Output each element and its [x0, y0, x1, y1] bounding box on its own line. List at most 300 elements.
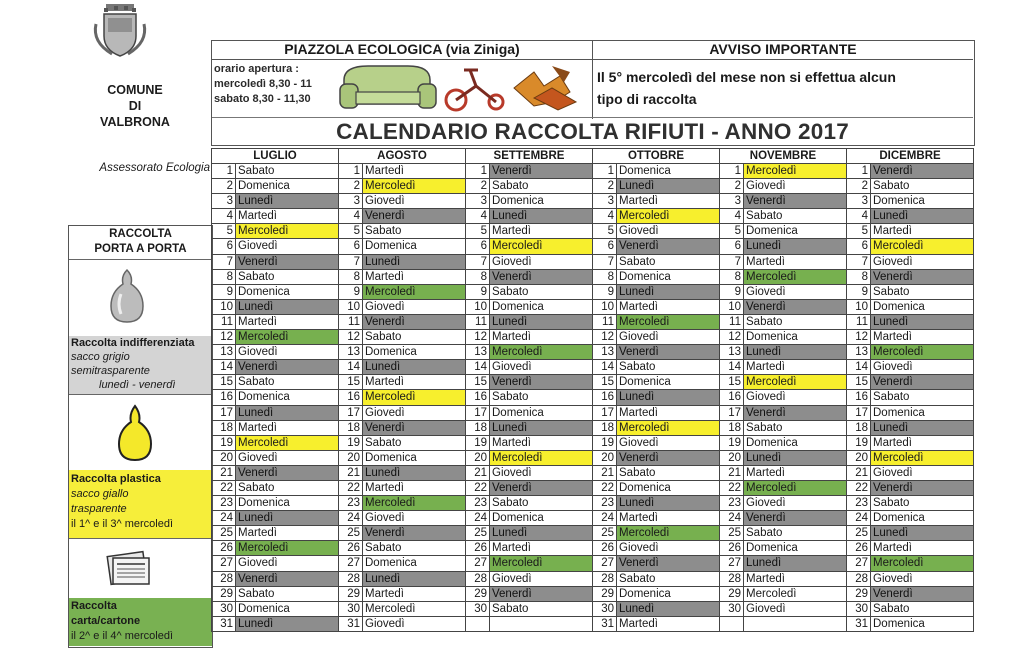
weekday-name: Giovedì: [746, 180, 786, 193]
calendar-day: [339, 617, 466, 632]
weekday-name: Lunedì: [490, 209, 592, 223]
calendar-day: [847, 556, 974, 571]
day-number: 21: [212, 466, 236, 480]
day-number: 5: [339, 224, 363, 238]
day-number: 8: [212, 270, 236, 284]
calendar-grid: [211, 148, 974, 632]
calendar-day: [339, 360, 466, 375]
calendar-day: [339, 572, 466, 587]
calendar-day: [466, 421, 593, 436]
weekday-name: Mercoledì: [617, 315, 719, 329]
month-header: OTTOBRE: [593, 149, 720, 164]
calendar-day: [720, 421, 847, 436]
legend-line: Raccolta plastica: [71, 473, 161, 485]
day-number: 4: [847, 209, 871, 223]
calendar-day: [720, 194, 847, 209]
calendar-day: [720, 209, 847, 224]
weekday-name: Martedì: [746, 255, 785, 268]
calendar-day: [593, 496, 720, 511]
calendar-day: [720, 239, 847, 254]
calendar-day: [466, 511, 593, 526]
calendar-day: [466, 526, 593, 541]
calendar-day: [847, 436, 974, 451]
calendar-day: [720, 572, 847, 587]
weekday-name: Domenica: [365, 240, 417, 253]
calendar-day: [466, 496, 593, 511]
calendar-day: [847, 451, 974, 466]
day-number: 14: [212, 360, 236, 374]
day-number: 4: [466, 209, 490, 223]
day-number: 21: [720, 466, 744, 480]
calendar-day: [720, 224, 847, 239]
day-number: 19: [847, 436, 871, 450]
weekday-name: Lunedì: [236, 300, 338, 314]
day-number: 17: [212, 406, 236, 420]
day-number: 1: [847, 164, 871, 178]
day-number: 3: [720, 194, 744, 208]
calendar-row: [212, 602, 974, 617]
weekday-name: Venerdì: [490, 481, 592, 495]
weekday-name: Lunedì: [490, 526, 592, 540]
bulky-waste-illustration: [338, 58, 588, 116]
calendar-day: [720, 360, 847, 375]
calendar-day: [466, 406, 593, 421]
weekday-name: Domenica: [365, 346, 417, 359]
weekday-name: Giovedì: [492, 572, 532, 585]
legend-line: semitrasparente: [71, 365, 150, 377]
weekday-name: Giovedì: [873, 361, 913, 374]
weekday-name: Domenica: [238, 497, 290, 510]
weekday-name: Domenica: [873, 512, 925, 525]
calendar-day: [593, 345, 720, 360]
calendar-day: [212, 451, 339, 466]
weekday-name: Domenica: [873, 617, 925, 630]
weekday-name: Sabato: [619, 255, 656, 268]
calendar-day: [212, 587, 339, 602]
day-number: 13: [847, 345, 871, 359]
weekday-name: Venerdì: [490, 375, 592, 389]
calendar-row: [212, 345, 974, 360]
day-number: 12: [593, 330, 617, 344]
legend-line: il 1^ e il 3^ mercoledì: [71, 518, 174, 530]
weekday-name: Giovedì: [365, 406, 405, 419]
weekday-name: Giovedì: [746, 602, 786, 615]
calendar-day: [339, 194, 466, 209]
calendar-day: [847, 209, 974, 224]
day-number: 16: [339, 390, 363, 404]
calendar-day: [593, 451, 720, 466]
calendar-day: [339, 300, 466, 315]
calendar-day: [593, 390, 720, 405]
calendar-day: [339, 556, 466, 571]
weekday-name: Martedì: [873, 331, 912, 344]
calendar-day: [847, 285, 974, 300]
day-number: 6: [847, 239, 871, 253]
calendar-day: [593, 526, 720, 541]
day-number: 26: [466, 541, 490, 555]
weekday-name: Lunedì: [871, 315, 973, 329]
municipality-line: COMUNE: [107, 83, 163, 97]
calendar-day: [847, 375, 974, 390]
calendar-day: [720, 451, 847, 466]
calendar-row: [212, 572, 974, 587]
day-number: 11: [847, 315, 871, 329]
calendar-day: [339, 436, 466, 451]
day-number: 9: [212, 285, 236, 299]
weekday-name: Giovedì: [365, 195, 405, 208]
weekday-name: Domenica: [492, 406, 544, 419]
calendar-day: [466, 164, 593, 179]
day-number: 31: [847, 617, 871, 631]
day-number: 29: [212, 587, 236, 601]
weekday-name: Giovedì: [365, 617, 405, 630]
weekday-name: Mercoledì: [746, 587, 797, 600]
day-number: 6: [212, 239, 236, 253]
legend-line: trasparente: [71, 503, 127, 515]
calendar-day: [339, 224, 466, 239]
weekday-name: Venerdì: [871, 481, 973, 495]
calendar-day: [847, 466, 974, 481]
day-number: 18: [847, 421, 871, 435]
weekday-name: Sabato: [746, 527, 783, 540]
day-number: 5: [593, 224, 617, 238]
calendar-day: [720, 587, 847, 602]
weekday-name: Lunedì: [236, 406, 338, 420]
weekday-name: Sabato: [238, 376, 275, 389]
day-number: 14: [720, 360, 744, 374]
day-number: 29: [720, 587, 744, 601]
heading-line: RACCOLTA: [109, 228, 172, 240]
day-number: 28: [339, 572, 363, 586]
calendar-day: [847, 315, 974, 330]
weekday-name: Domenica: [238, 180, 290, 193]
weekday-name: Lunedì: [871, 526, 973, 540]
legend-line: Raccolta: [71, 600, 117, 612]
calendar-day: [720, 179, 847, 194]
calendar-day: [720, 466, 847, 481]
weekday-name: Giovedì: [619, 436, 659, 449]
month-header: AGOSTO: [339, 149, 466, 164]
day-number: 5: [847, 224, 871, 238]
day-number: 2: [339, 179, 363, 193]
calendar-row: [212, 330, 974, 345]
weekday-name: Martedì: [492, 436, 531, 449]
calendar-row: [212, 496, 974, 511]
calendar-day: [466, 345, 593, 360]
calendar-day: [339, 406, 466, 421]
weekday-name: Mercoledì: [490, 239, 592, 253]
weekday-name: Sabato: [619, 361, 656, 374]
day-number: 17: [593, 406, 617, 420]
weekday-name: Mercoledì: [871, 345, 973, 359]
calendar-row: [212, 164, 974, 179]
day-number: 1: [212, 164, 236, 178]
weekday-name: Giovedì: [619, 225, 659, 238]
month-header-row: [212, 149, 974, 164]
day-number: 12: [339, 330, 363, 344]
weekday-name: Mercoledì: [871, 451, 973, 465]
day-number: 18: [593, 421, 617, 435]
calendar-day: [847, 587, 974, 602]
weekday-name: Sabato: [365, 331, 402, 344]
weekday-name: Sabato: [238, 270, 275, 283]
header-divider: [592, 59, 593, 119]
day-number: 9: [339, 285, 363, 299]
day-number: 24: [720, 511, 744, 525]
calendar-day: [339, 330, 466, 345]
day-number: 25: [466, 526, 490, 540]
calendar-day: [212, 330, 339, 345]
weekday-name: Martedì: [873, 542, 912, 555]
day-number: 4: [339, 209, 363, 223]
weekday-name: Domenica: [238, 602, 290, 615]
day-number: 18: [339, 421, 363, 435]
calendar-day: [720, 556, 847, 571]
day-number: 15: [720, 375, 744, 389]
calendar-day: [593, 255, 720, 270]
calendar-day: [720, 375, 847, 390]
calendar-day: [720, 285, 847, 300]
calendar-day: [212, 179, 339, 194]
calendar-day: [466, 224, 593, 239]
day-number: 29: [339, 587, 363, 601]
day-number: 23: [212, 496, 236, 510]
day-number: 5: [212, 224, 236, 238]
weekday-name: Giovedì: [873, 572, 913, 585]
day-number: 9: [720, 285, 744, 299]
day-number: 21: [593, 466, 617, 480]
calendar-day: [593, 511, 720, 526]
calendar-day: [466, 541, 593, 556]
calendar-day: [466, 255, 593, 270]
calendar-day: [212, 255, 339, 270]
calendar-day: [720, 345, 847, 360]
calendar-row: [212, 194, 974, 209]
day-number: 20: [593, 451, 617, 465]
day-number: 3: [847, 194, 871, 208]
calendar-row: [212, 541, 974, 556]
calendar-row: [212, 300, 974, 315]
calendar-day: [339, 375, 466, 390]
piazzola-title: PIAZZOLA ECOLOGICA (via Ziniga): [212, 40, 593, 60]
day-number: 8: [593, 270, 617, 284]
calendar-day: [212, 360, 339, 375]
day-number: 23: [720, 496, 744, 510]
calendar-day: [212, 481, 339, 496]
weekday-name: Martedì: [492, 542, 531, 555]
day-number: 13: [212, 345, 236, 359]
weekday-name: Lunedì: [236, 511, 338, 525]
day-number: 12: [212, 330, 236, 344]
weekday-name: Giovedì: [238, 557, 278, 570]
calendar-day: [466, 390, 593, 405]
calendar-day: [212, 436, 339, 451]
day-number: 22: [212, 481, 236, 495]
weekday-name: Venerdì: [617, 239, 719, 253]
weekday-name: Venerdì: [871, 375, 973, 389]
weekday-name: Martedì: [238, 210, 277, 223]
day-number: 15: [212, 375, 236, 389]
calendar-day: [847, 179, 974, 194]
calendar-day: [593, 239, 720, 254]
day-number: 19: [593, 436, 617, 450]
month-header: SETTEMBRE: [466, 149, 593, 164]
day-number: 25: [847, 526, 871, 540]
day-number: 3: [212, 194, 236, 208]
weekday-name: Sabato: [365, 542, 402, 555]
weekday-name: Sabato: [873, 285, 910, 298]
calendar-day: [847, 572, 974, 587]
calendar-day: [339, 285, 466, 300]
day-number: 11: [720, 315, 744, 329]
weekday-name: Mercoledì: [236, 436, 338, 450]
calendar-day: [339, 421, 466, 436]
weekday-name: Venerdì: [744, 511, 846, 525]
weekday-name: Mercoledì: [236, 330, 338, 344]
day-number: 26: [593, 541, 617, 555]
day-number: 20: [466, 451, 490, 465]
day-number: 7: [339, 255, 363, 269]
weekday-name: Venerdì: [236, 360, 338, 374]
weekday-name: Domenica: [746, 225, 798, 238]
newspaper-icon: [105, 548, 151, 588]
calendar-day: [212, 602, 339, 617]
day-number: 13: [593, 345, 617, 359]
weekday-name: Mercoledì: [236, 224, 338, 238]
calendar-day: [466, 572, 593, 587]
weekday-name: Mercoledì: [490, 345, 592, 359]
calendar-day: [212, 541, 339, 556]
weekday-name: Lunedì: [363, 255, 465, 269]
calendar-day: [466, 194, 593, 209]
calendar-day: [212, 390, 339, 405]
weekday-name: Lunedì: [363, 572, 465, 586]
weekday-name: Lunedì: [617, 285, 719, 299]
calendar-day: [593, 315, 720, 330]
indifferenziata-legend: [69, 336, 212, 395]
day-number: 4: [593, 209, 617, 223]
day-number: 12: [466, 330, 490, 344]
calendar-day: [720, 315, 847, 330]
weekday-name: Venerdì: [744, 194, 846, 208]
day-number: 29: [593, 587, 617, 601]
calendar-day: [339, 390, 466, 405]
weekday-name: Sabato: [238, 165, 275, 177]
day-number: 30: [593, 602, 617, 616]
day-number: 12: [720, 330, 744, 344]
calendar-row: [212, 270, 974, 285]
day-number: 28: [847, 572, 871, 586]
calendar-row: [212, 239, 974, 254]
weekday-name: Giovedì: [492, 466, 532, 479]
day-number: 24: [212, 511, 236, 525]
calendar-day: [847, 481, 974, 496]
calendar-day: [593, 587, 720, 602]
carta-legend: [69, 598, 212, 646]
weekday-name: Venerdì: [236, 466, 338, 480]
calendar-day: [847, 390, 974, 405]
weekday-name: Domenica: [238, 391, 290, 404]
weekday-name: Giovedì: [619, 542, 659, 555]
gray-bag-icon: [105, 266, 149, 326]
calendar-day: [339, 209, 466, 224]
weekday-name: Lunedì: [363, 360, 465, 374]
weekday-name: Martedì: [746, 466, 785, 479]
day-number: 16: [720, 390, 744, 404]
calendar-day: [339, 239, 466, 254]
day-number: 22: [339, 481, 363, 495]
day-number: 18: [212, 421, 236, 435]
day-number: 23: [339, 496, 363, 510]
municipal-crest-icon: [90, 2, 150, 60]
weekday-name: Sabato: [873, 497, 910, 510]
calendar-day: [593, 572, 720, 587]
calendar-day: [847, 345, 974, 360]
calendar-row: [212, 617, 974, 632]
weekday-name: Domenica: [873, 195, 925, 208]
day-number: 11: [593, 315, 617, 329]
day-number: 25: [593, 526, 617, 540]
day-number: 24: [593, 511, 617, 525]
calendar-day: [593, 300, 720, 315]
calendar-day: [720, 436, 847, 451]
calendar-day: [847, 496, 974, 511]
weekday-name: Giovedì: [238, 451, 278, 464]
avviso-line: tipo di raccolta: [597, 91, 697, 107]
day-number: 5: [466, 224, 490, 238]
hours-line: mercoledì 8,30 - 11: [214, 78, 312, 90]
day-number: 18: [466, 421, 490, 435]
day-number: 4: [720, 209, 744, 223]
weekday-name: Sabato: [746, 421, 783, 434]
day-number: 8: [720, 270, 744, 284]
calendar-day: [212, 572, 339, 587]
weekday-name: Mercoledì: [617, 526, 719, 540]
weekday-name: Sabato: [238, 587, 275, 600]
calendar-row: [212, 209, 974, 224]
day-number: 15: [593, 375, 617, 389]
month-header: DICEMBRE: [847, 149, 974, 164]
day-number: 30: [339, 602, 363, 616]
weekday-name: Sabato: [746, 315, 783, 328]
calendar-day: [593, 270, 720, 285]
weekday-name: Giovedì: [873, 466, 913, 479]
calendar-row: [212, 224, 974, 239]
calendar-day: [847, 526, 974, 541]
day-number: 14: [339, 360, 363, 374]
calendar-day: [847, 239, 974, 254]
weekday-name: Venerdì: [363, 209, 465, 223]
weekday-name: Lunedì: [617, 179, 719, 193]
weekday-name: Domenica: [619, 165, 671, 177]
day-number: 27: [593, 556, 617, 570]
weekday-name: Martedì: [873, 225, 912, 238]
calendar-day: [847, 194, 974, 209]
weekday-name: Giovedì: [365, 512, 405, 525]
day-number: 23: [593, 496, 617, 510]
weekday-name: Sabato: [492, 285, 529, 298]
weekday-name: Giovedì: [492, 255, 532, 268]
calendar-day: [466, 270, 593, 285]
day-number: 18: [720, 421, 744, 435]
day-number: 14: [593, 360, 617, 374]
day-number: 23: [847, 496, 871, 510]
weekday-name: Venerdì: [363, 526, 465, 540]
weekday-name: Giovedì: [238, 240, 278, 253]
day-number: 17: [339, 406, 363, 420]
weekday-name: Martedì: [492, 225, 531, 238]
calendar-row: [212, 390, 974, 405]
